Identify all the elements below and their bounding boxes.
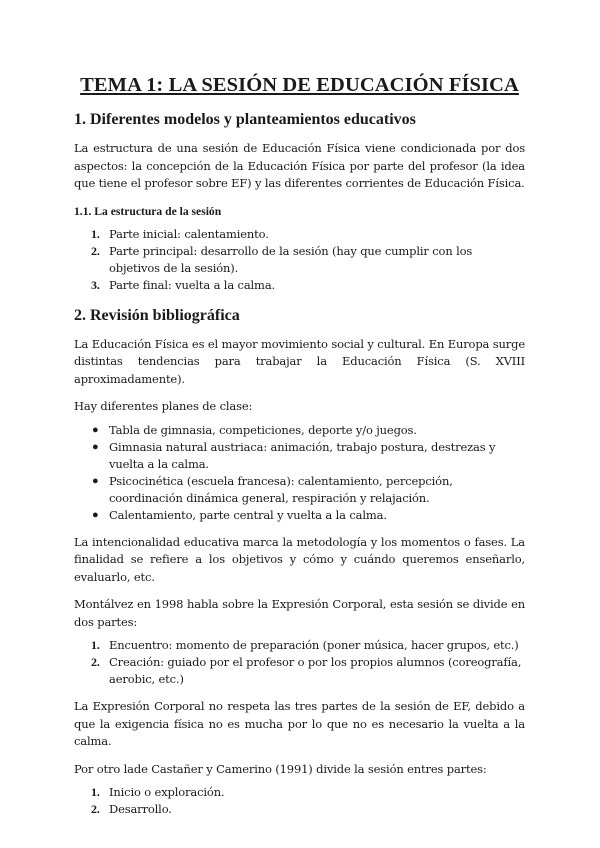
- list-number: 3.: [91, 277, 100, 292]
- bullet-icon: ●: [92, 440, 99, 453]
- section-1-1-heading: 1.1. La estructura de la sesión: [74, 204, 222, 218]
- list-item: [74, 801, 525, 818]
- list-item-text: Desarrollo.: [109, 802, 172, 816]
- list-item: [74, 226, 525, 243]
- section-2-paragraph-4: Montálvez en 1998 habla sobre la Expresión Corporal, esta sesión se divide en dos partes:: [74, 597, 525, 629]
- list-number: 1.: [91, 638, 100, 652]
- list-item-text: Psicocinética (escuela francesa): calentamiento, percepción, coordinación dinámica general, respiración y relajación.: [109, 473, 453, 505]
- page-title: TEMA 1: LA SESIÓN DE EDUCACIÓN FÍSICA: [80, 74, 519, 96]
- section-1-heading: 1. Diferentes modelos y planteamientos educativos: [74, 111, 416, 128]
- section-2-paragraph-1: La Educación Física es el mayor movimiento social y cultural. En Europa surge distintas tendencias para trabajar la Educación Física (S. XVIII aproximadamente).: [74, 336, 525, 386]
- list-item-text: Inicio o exploración.: [109, 785, 225, 799]
- list-item: [74, 473, 525, 507]
- section-2-paragraph-2: Hay diferentes planes de clase:: [74, 399, 253, 413]
- list-number: 1.: [91, 226, 100, 241]
- class-plans-list: [74, 422, 525, 524]
- list-number: 1.: [91, 785, 100, 799]
- section-2-paragraph-5: La Expresión Corporal no respeta las tres partes de la sesión de EF, debido a que la exigencia física no es mucha por lo que no es necesario la vuelta a la calma.: [74, 699, 525, 748]
- list-item: [74, 439, 525, 473]
- list-item-text: Encuentro: momento de preparación (poner música, hacer grupos, etc.): [109, 638, 519, 652]
- list-item-text: Gimnasia natural austriaca: animación, trabajo postura, destrezas y vuelta a la calma.: [109, 439, 496, 471]
- list-item-text: Tabla de gimnasia, competiciones, deporte y/o juegos.: [109, 422, 417, 437]
- bullet-icon: ●: [92, 508, 99, 521]
- section-2-paragraph-3: La intencionalidad educativa marca la metodología y los momentos o fases. La finalidad se refiere a los objetivos y cómo y cuándo queremos enseñarlo, evaluarlo, etc.: [74, 534, 525, 584]
- expression-session-list: [74, 637, 525, 688]
- section-2-paragraph-6: Por otro lade Castañer y Camerino (1991) divide la sesión entres partes:: [74, 761, 487, 776]
- list-item: [74, 277, 525, 294]
- bullet-icon: ●: [92, 474, 99, 487]
- list-item: [74, 422, 525, 439]
- list-item: [74, 654, 525, 688]
- list-item: [74, 243, 525, 277]
- list-item: [74, 784, 525, 801]
- section-1-paragraph: La estructura de una sesión de Educación Física viene condicionada por dos aspectos: la concepción de la Educación Física por parte del profesor (la idea que tiene el profesor sobre EF) y las diferentes corrientes de Educación Física.: [74, 141, 525, 190]
- castaner-session-list: [74, 784, 525, 818]
- list-number: 2.: [91, 802, 100, 816]
- list-number: 2.: [91, 243, 100, 258]
- list-item-text: Calentamiento, parte central y vuelta a la calma.: [109, 507, 387, 522]
- list-number: 2.: [91, 655, 100, 669]
- bullet-icon: ●: [92, 423, 99, 436]
- list-item: [74, 637, 525, 654]
- list-item-text: Creación: guiado por el profesor o por los propios alumnos (coreografía, aerobic, etc.): [109, 655, 522, 686]
- session-structure-list: [74, 226, 525, 294]
- list-item: [74, 507, 525, 524]
- list-item-text: Parte final: vuelta a la calma.: [109, 277, 276, 292]
- list-item-text: Parte inicial: calentamiento.: [109, 226, 269, 241]
- section-2-heading: 2. Revisión bibliográfica: [74, 306, 240, 324]
- list-item-text: Parte principal: desarrollo de la sesión (hay que cumplir con los objetivos de la sesión).: [109, 243, 473, 275]
